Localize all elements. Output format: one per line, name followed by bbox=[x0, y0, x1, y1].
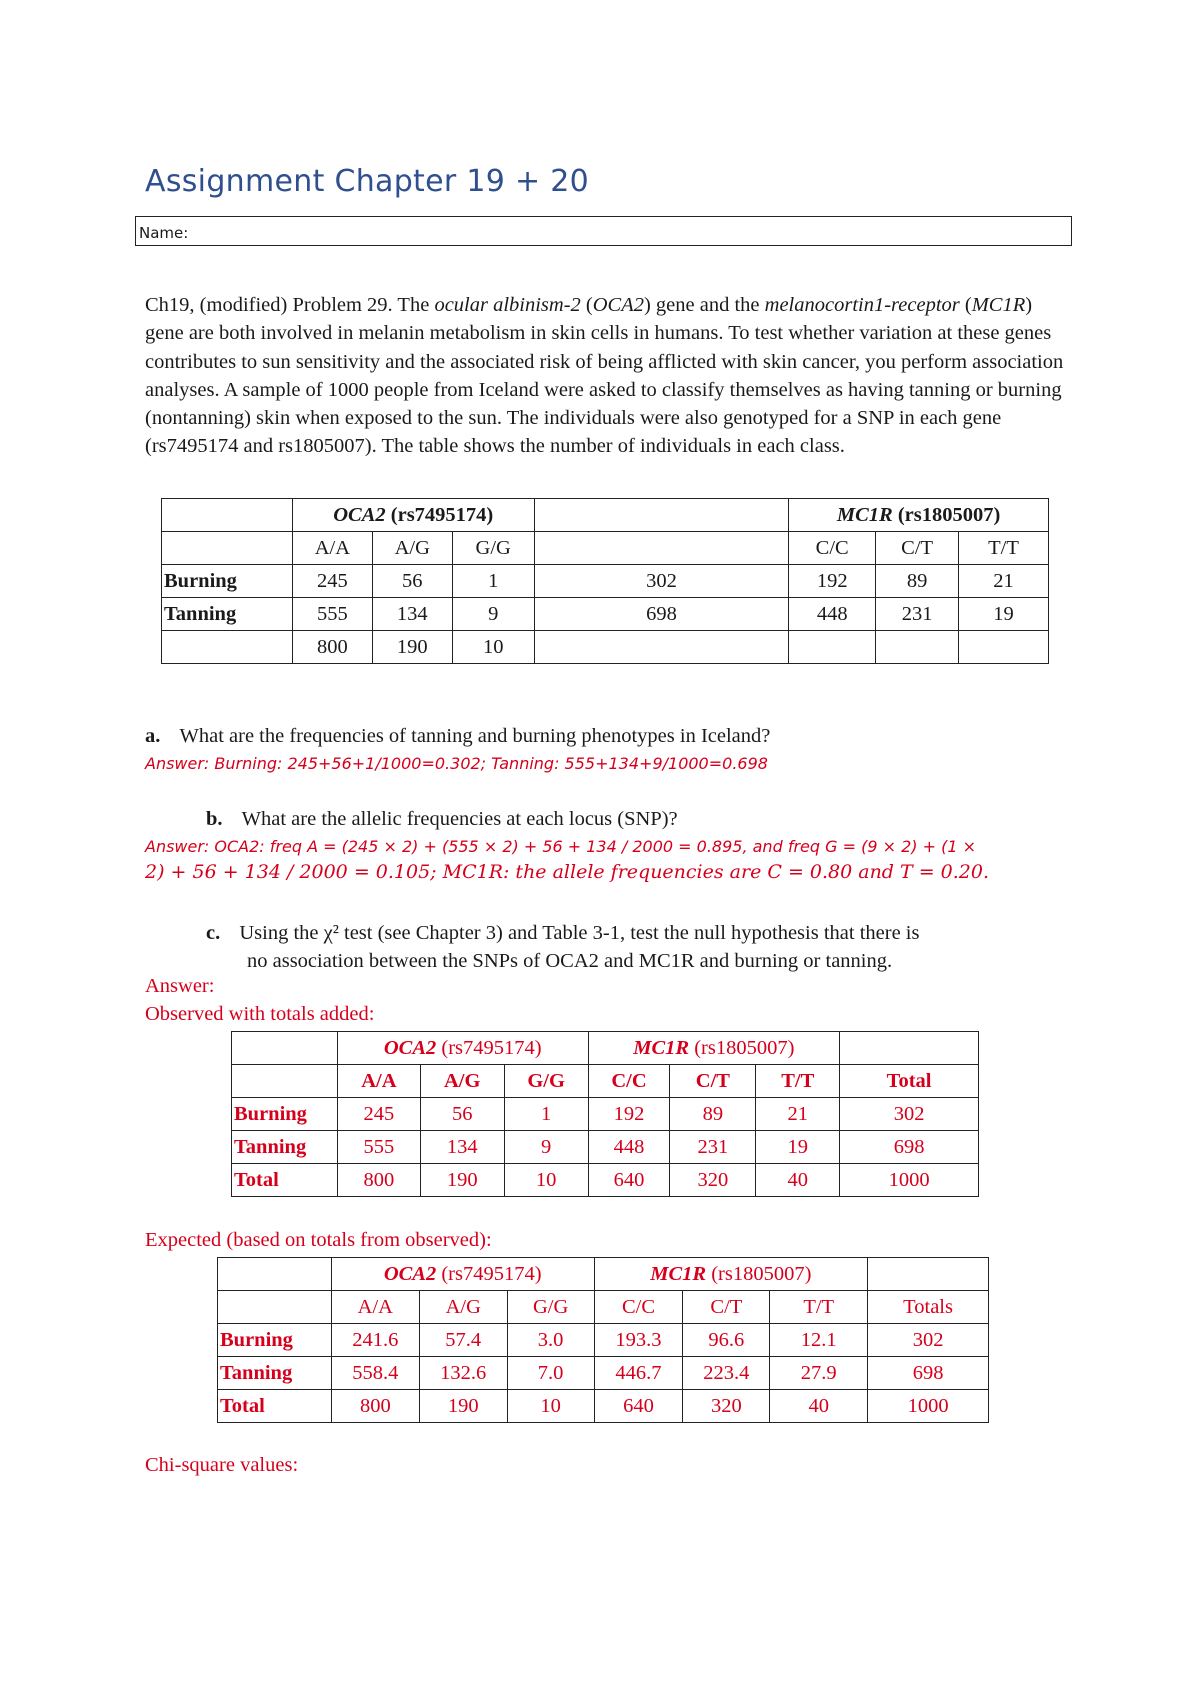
empty-cell bbox=[232, 1065, 338, 1098]
table-cell: 231 bbox=[670, 1131, 756, 1164]
table-cell: 89 bbox=[670, 1098, 756, 1131]
table-cell: 698 bbox=[868, 1357, 989, 1390]
row-label: Total bbox=[218, 1390, 332, 1423]
oca2-snp: (rs7495174) bbox=[436, 1262, 542, 1285]
table-cell: 89 bbox=[876, 565, 959, 598]
table-cell: 302 bbox=[534, 565, 789, 598]
table-cell: 134 bbox=[420, 1131, 504, 1164]
mc1r-header bbox=[588, 1032, 840, 1065]
problem-text-part: ) gene and the bbox=[643, 294, 765, 316]
gene-name-oca2-full: ocular albinism-2 bbox=[434, 294, 581, 316]
observed-table bbox=[231, 1031, 979, 1197]
table-cell: 241.6 bbox=[331, 1324, 419, 1357]
question-c bbox=[206, 919, 919, 947]
total-header: Totals bbox=[868, 1291, 989, 1324]
table-cell: 10 bbox=[504, 1164, 588, 1197]
page-title: Assignment Chapter 19 + 20 bbox=[145, 164, 590, 199]
genotype-table bbox=[161, 498, 1049, 664]
gene-abbrev-mc1r: MC1R bbox=[971, 294, 1026, 316]
table-row bbox=[218, 1357, 989, 1390]
table-cell: 320 bbox=[670, 1164, 756, 1197]
row-label: Tanning bbox=[218, 1357, 332, 1390]
genotype-header: A/G bbox=[419, 1291, 507, 1324]
genotype-header: C/T bbox=[876, 532, 959, 565]
name-label: Name: bbox=[139, 224, 189, 242]
table-cell: 1 bbox=[504, 1098, 588, 1131]
table-cell: 231 bbox=[876, 598, 959, 631]
genotype-header: A/A bbox=[331, 1291, 419, 1324]
empty-cell bbox=[162, 499, 293, 532]
table-cell: 192 bbox=[789, 565, 876, 598]
table-cell: 223.4 bbox=[683, 1357, 770, 1390]
answer-b-line2: 2) + 56 + 134 / 2000 = 0.105; MC1R: the allele frequencies are C = 0.80 and T = 0.20. bbox=[145, 861, 990, 883]
mc1r-snp: (rs1805007) bbox=[706, 1262, 812, 1285]
table-row bbox=[162, 598, 1049, 631]
table-cell: 1000 bbox=[868, 1390, 989, 1423]
table-cell: 19 bbox=[959, 598, 1049, 631]
table-cell: 10 bbox=[507, 1390, 594, 1423]
table-cell: 1 bbox=[452, 565, 534, 598]
table-cell: 448 bbox=[789, 598, 876, 631]
mc1r-gene: MC1R bbox=[836, 503, 893, 526]
table-cell: 640 bbox=[588, 1164, 670, 1197]
table-cell: 302 bbox=[840, 1098, 979, 1131]
table-cell: 800 bbox=[292, 631, 372, 664]
genotype-header: C/C bbox=[588, 1065, 670, 1098]
table-cell: 193.3 bbox=[594, 1324, 683, 1357]
mc1r-header bbox=[594, 1258, 868, 1291]
genotype-header: G/G bbox=[504, 1065, 588, 1098]
table-cell bbox=[959, 631, 1049, 664]
table-cell: 19 bbox=[756, 1131, 840, 1164]
table-cell: 56 bbox=[420, 1098, 504, 1131]
genotype-header: A/A bbox=[292, 532, 372, 565]
table-cell: 245 bbox=[292, 565, 372, 598]
mc1r-header bbox=[789, 499, 1049, 532]
question-label: a. bbox=[145, 725, 161, 747]
question-label: c. bbox=[206, 922, 221, 944]
table-cell: 134 bbox=[372, 598, 452, 631]
genotype-header: C/T bbox=[683, 1291, 770, 1324]
mc1r-snp: (rs1805007) bbox=[689, 1036, 795, 1059]
table-cell: 21 bbox=[756, 1098, 840, 1131]
genotype-header: C/C bbox=[594, 1291, 683, 1324]
table-cell: 448 bbox=[588, 1131, 670, 1164]
table-row bbox=[232, 1098, 979, 1131]
gene-name-mc1r-full: melanocortin1-receptor bbox=[764, 294, 960, 316]
genotype-header: G/G bbox=[452, 532, 534, 565]
table-row bbox=[218, 1390, 989, 1423]
table-cell: 302 bbox=[868, 1324, 989, 1357]
empty-cell bbox=[218, 1258, 332, 1291]
table-cell: 9 bbox=[504, 1131, 588, 1164]
gene-abbrev-oca2: OCA2 bbox=[592, 294, 644, 316]
table-cell: 555 bbox=[337, 1131, 420, 1164]
genotype-header: C/C bbox=[789, 532, 876, 565]
observed-label: Observed with totals added: bbox=[145, 1003, 375, 1025]
table-cell: 40 bbox=[756, 1164, 840, 1197]
name-field[interactable] bbox=[135, 216, 1072, 246]
genotype-header: A/G bbox=[372, 532, 452, 565]
oca2-gene: OCA2 bbox=[333, 503, 386, 526]
table-cell: 12.1 bbox=[770, 1324, 868, 1357]
table-cell: 190 bbox=[420, 1164, 504, 1197]
table-cell: 9 bbox=[452, 598, 534, 631]
table-cell: 190 bbox=[419, 1390, 507, 1423]
genotype-header: A/A bbox=[337, 1065, 420, 1098]
problem-intro: Ch19, (modified) Problem 29. The bbox=[145, 294, 435, 316]
row-label: Burning bbox=[232, 1098, 338, 1131]
table-cell: 446.7 bbox=[594, 1357, 683, 1390]
table-cell: 800 bbox=[337, 1164, 420, 1197]
genotype-header: T/T bbox=[756, 1065, 840, 1098]
problem-text-rest: ) gene are both involved in melanin metabolism in skin cells in humans. To test whether variation at these genes contributes to sun sensitivity and the associated risk of being afflicted with skin cancer, you perform association analyses. A sample of 1000 people from Iceland were asked to classify themselves as having tanning or burning (nontanning) skin when exposed to the sun. The individuals were also genotyped for a SNP in each gene (rs7495174 and rs1805007). The table shows the number of individuals in each class. bbox=[145, 294, 1064, 458]
question-a bbox=[145, 722, 770, 750]
row-label: Burning bbox=[218, 1324, 332, 1357]
expected-table bbox=[217, 1257, 989, 1423]
mc1r-gene: MC1R bbox=[650, 1262, 707, 1285]
question-text: What are the frequencies of tanning and burning phenotypes in Iceland? bbox=[179, 725, 771, 747]
table-cell: 132.6 bbox=[419, 1357, 507, 1390]
table-row bbox=[162, 565, 1049, 598]
paren: ( bbox=[959, 294, 972, 316]
oca2-gene: OCA2 bbox=[383, 1262, 437, 1285]
mc1r-snp: (rs1805007) bbox=[892, 503, 1001, 526]
table-cell: 698 bbox=[534, 598, 789, 631]
table-cell: 192 bbox=[588, 1098, 670, 1131]
table-cell: 21 bbox=[959, 565, 1049, 598]
question-text: What are the allelic frequencies at each locus (SNP)? bbox=[241, 808, 678, 830]
answer-a: Answer: Burning: 245+56+1/1000=0.302; Tanning: 555+134+9/1000=0.698 bbox=[145, 754, 768, 773]
table-cell: 190 bbox=[372, 631, 452, 664]
oca2-snp: (rs7495174) bbox=[385, 503, 494, 526]
table-cell: 27.9 bbox=[770, 1357, 868, 1390]
answer-b-line1: Answer: OCA2: freq A = (245 × 2) + (555 × 2) + 56 + 134 / 2000 = 0.895, and freq G = (9 × 2) + (1 × bbox=[145, 837, 976, 856]
table-cell bbox=[534, 631, 789, 664]
empty-cell bbox=[218, 1291, 332, 1324]
table-cell bbox=[789, 631, 876, 664]
mc1r-gene: MC1R bbox=[633, 1036, 690, 1059]
total-header: Total bbox=[840, 1065, 979, 1098]
oca2-header bbox=[337, 1032, 588, 1065]
table-cell: 57.4 bbox=[419, 1324, 507, 1357]
expected-label: Expected (based on totals from observed): bbox=[145, 1229, 492, 1251]
table-cell: 3.0 bbox=[507, 1324, 594, 1357]
empty-cell bbox=[868, 1258, 989, 1291]
table-row bbox=[162, 631, 1049, 664]
row-label: Total bbox=[232, 1164, 338, 1197]
question-b bbox=[206, 805, 678, 833]
table-cell: 320 bbox=[683, 1390, 770, 1423]
problem-text bbox=[145, 291, 1075, 461]
empty-cell bbox=[534, 532, 789, 565]
chi-square-label: Chi-square values: bbox=[145, 1454, 299, 1476]
table-cell: 7.0 bbox=[507, 1357, 594, 1390]
row-label bbox=[162, 631, 293, 664]
question-text: Using the χ² test (see Chapter 3) and Table 3-1, test the null hypothesis that there is bbox=[239, 922, 920, 944]
table-cell: 96.6 bbox=[683, 1324, 770, 1357]
genotype-header: A/G bbox=[420, 1065, 504, 1098]
genotype-header: C/T bbox=[670, 1065, 756, 1098]
paren: ( bbox=[580, 294, 593, 316]
oca2-header bbox=[292, 499, 534, 532]
genotype-header: G/G bbox=[507, 1291, 594, 1324]
empty-cell bbox=[232, 1032, 338, 1065]
empty-cell bbox=[840, 1032, 979, 1065]
table-cell: 555 bbox=[292, 598, 372, 631]
answer-c-label: Answer: bbox=[145, 975, 215, 997]
table-cell: 1000 bbox=[840, 1164, 979, 1197]
table-cell: 10 bbox=[452, 631, 534, 664]
table-row bbox=[218, 1324, 989, 1357]
question-text-cont: no association between the SNPs of OCA2 and MC1R and burning or tanning. bbox=[247, 950, 893, 972]
table-cell bbox=[876, 631, 959, 664]
question-label: b. bbox=[206, 808, 223, 830]
table-cell: 698 bbox=[840, 1131, 979, 1164]
genotype-header: T/T bbox=[770, 1291, 868, 1324]
empty-cell bbox=[162, 532, 293, 565]
row-label: Tanning bbox=[232, 1131, 338, 1164]
table-row bbox=[232, 1131, 979, 1164]
oca2-gene: OCA2 bbox=[383, 1036, 437, 1059]
oca2-header bbox=[331, 1258, 594, 1291]
oca2-snp: (rs7495174) bbox=[436, 1036, 542, 1059]
row-label: Tanning bbox=[162, 598, 293, 631]
genotype-header: T/T bbox=[959, 532, 1049, 565]
table-cell: 800 bbox=[331, 1390, 419, 1423]
table-cell: 245 bbox=[337, 1098, 420, 1131]
table-cell: 56 bbox=[372, 565, 452, 598]
table-cell: 558.4 bbox=[331, 1357, 419, 1390]
empty-cell bbox=[534, 499, 789, 532]
table-row bbox=[232, 1164, 979, 1197]
table-cell: 40 bbox=[770, 1390, 868, 1423]
table-cell: 640 bbox=[594, 1390, 683, 1423]
row-label: Burning bbox=[162, 565, 293, 598]
